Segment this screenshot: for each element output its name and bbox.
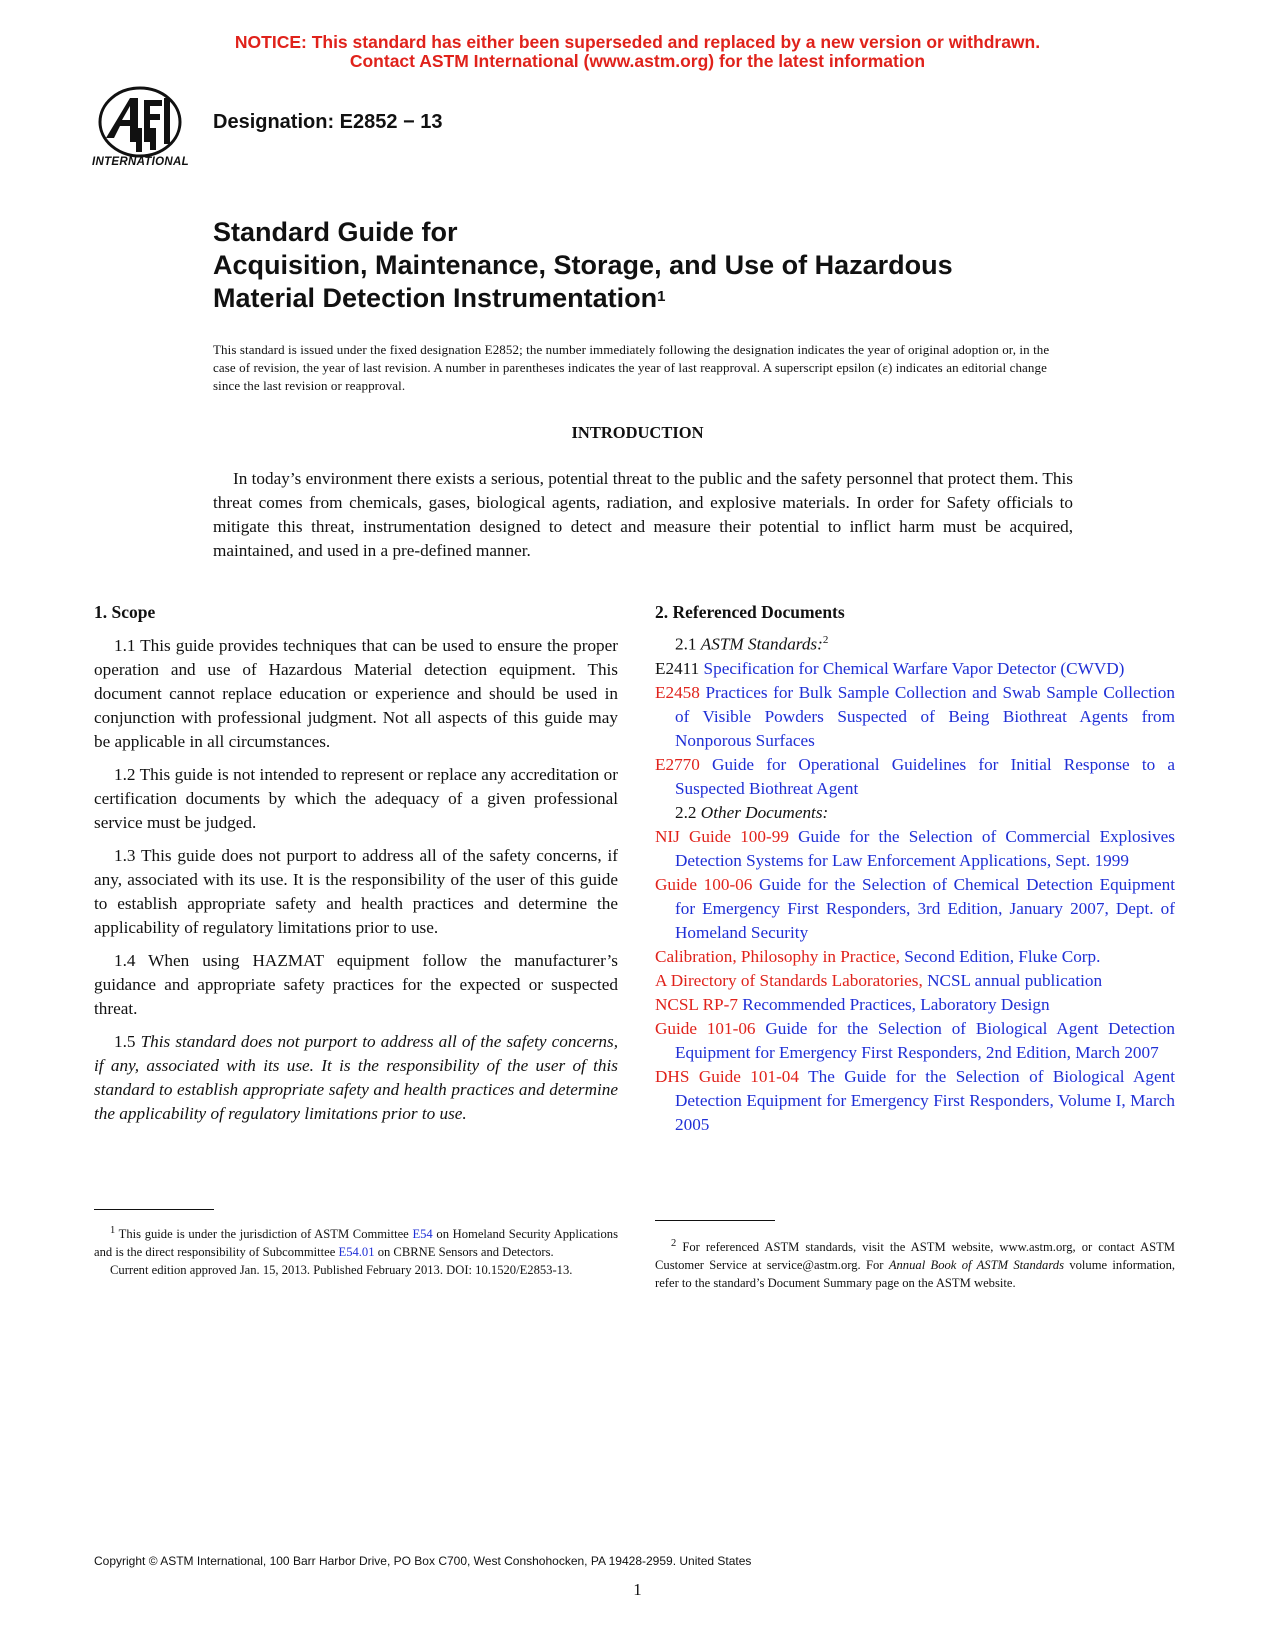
ref-calibration: [655, 945, 1175, 969]
introduction-text: In today’s environment there exists a serious, potential threat to the public and the safety personnel that protect them. This threat comes from chemicals, gases, biological agents, radiation, and explosive materials. In order for Safety officials to mitigate this threat, instrumentation designed to detect and measure their potential to inflict harm must be acquired, maintained, and used in a pre-defined manner.: [213, 469, 1073, 560]
scope-1-5-number: 1.5: [114, 1032, 136, 1051]
refdocs-heading: 2. Referenced Documents: [655, 602, 845, 622]
ref-nij: [655, 825, 1175, 873]
ref-e2770: [655, 753, 1175, 801]
ref-e2458-link[interactable]: Practices for Bulk Sample Collection and Swab Sample Collection of Visible Powders Suspected of Being Biothreat Agents from Nonporous Surfaces: [675, 682, 1175, 750]
ref-e2411-code[interactable]: E2411: [655, 658, 700, 678]
page-number: 1: [633, 1580, 642, 1599]
sub1-number: 2.1: [675, 634, 697, 654]
ref-guide-101-06-code[interactable]: Guide 101-06: [655, 1018, 756, 1038]
footnote-divider-right: [655, 1220, 775, 1221]
ref-nij-link[interactable]: Guide for the Selection of Commercial Explosives Detection Systems for Law Enforcement Applications, Sept. 1999: [675, 826, 1175, 870]
referenced-documents-section: [655, 600, 1175, 1137]
ref-guide-100-06-code[interactable]: Guide 100-06: [655, 874, 753, 894]
ref-ncsl: [655, 993, 1175, 1017]
ref-guide-101-06: [655, 1017, 1175, 1065]
ref-directory: [655, 969, 1175, 993]
footnote-1-committee-link[interactable]: E54: [412, 1227, 433, 1242]
ref-calibration-code[interactable]: Calibration, Philosophy in Practice,: [655, 946, 900, 966]
scope-heading: 1. Scope: [94, 602, 156, 622]
ref-dhs-code[interactable]: DHS Guide 101-04: [655, 1066, 799, 1086]
scope-section: [94, 600, 618, 1126]
scope-1-3: 1.3 This guide does not purport to address all of the safety concerns, if any, associated with its use. It is the responsibility of the user of this guide to establish appropriate safety and health practices and determine the applicability of regulatory limitations prior to use.: [94, 846, 618, 937]
footnote-divider-left: [94, 1209, 214, 1210]
ref-directory-code[interactable]: A Directory of Standards Laboratories,: [655, 970, 923, 990]
sub2-number: 2.2: [675, 802, 697, 822]
title-line-2: Acquisition, Maintenance, Storage, and Use of Hazardous: [213, 250, 953, 280]
footnote-1: [94, 1222, 618, 1279]
introduction-heading: INTRODUCTION: [571, 423, 704, 442]
scope-1-1: 1.1 This guide provides techniques that can be used to ensure the proper operation and use of Hazardous Material detection equipment. This document cannot replace education or experience and should be used in conjunction with professional judgment. Not all aspects of this guide may be applicable in all circumstances.: [94, 636, 618, 751]
astm-logo: [92, 80, 192, 172]
notice-line-1: NOTICE: This standard has either been superseded and replaced by a new version or withdrawn.: [234, 32, 1041, 52]
ref-e2458: [655, 681, 1175, 753]
ref-guide-100-06-link[interactable]: Guide for the Selection of Chemical Detection Equipment for Emergency First Responders, 3rd Edition, January 2007, Dept. of Homeland Security: [675, 874, 1175, 942]
title-footnote-ref[interactable]: 1: [657, 288, 666, 305]
footnote-2-text-a: For referenced ASTM standards, visit the ASTM website, www.astm.org, or contact ASTM Customer Service at service@astm.org. For: [655, 1240, 1175, 1273]
footnote-2-text-b: volume information, refer to the standard’s Document Summary page on the ASTM website.: [655, 1258, 1176, 1291]
sub2-label: Other Documents:: [700, 802, 829, 822]
footnote-2-number: 2: [671, 1238, 677, 1249]
designation: Designation: E2852 − 13: [213, 111, 443, 133]
footnote-1-text-b: on Homeland Security Applications and is the direct responsibility of Subcommittee: [94, 1227, 619, 1260]
footnote-1-number: 1: [110, 1225, 116, 1236]
boilerplate: This standard is issued under the fixed designation E2852; the number immediately following the designation indicates the year of original adoption or, in the case of revision, the year of last revision. A number in parentheses indicates the year of last reapproval. A superscript epsilon (ε) indicates an editorial change since the last revision or reapproval.: [213, 342, 1050, 393]
astm-standards-subhead: [655, 628, 1175, 657]
page-title: [213, 216, 1113, 315]
copyright: Copyright © ASTM International, 100 Barr Harbor Drive, PO Box C700, West Conshohocken, PA 19428-2959. United States: [94, 1554, 752, 1568]
ref-calibration-link[interactable]: Second Edition, Fluke Corp.: [904, 946, 1101, 966]
ref-e2458-code[interactable]: E2458: [655, 682, 700, 702]
notice-line-2: Contact ASTM International (www.astm.org) for the latest information: [349, 51, 926, 71]
ref-ncsl-link[interactable]: Recommended Practices, Laboratory Design: [742, 994, 1050, 1014]
footnote-1-subcommittee-link[interactable]: E54.01: [338, 1245, 375, 1260]
ref-dhs: [655, 1065, 1175, 1137]
ref-e2411-link[interactable]: Specification for Chemical Warfare Vapor Detector (CWVD): [703, 658, 1125, 678]
scope-1-5-text: This standard does not purport to address all of the safety concerns, if any, associated with its use. It is the responsibility of the user of this standard to establish appropriate safety and health practices and determine the applicability of regulatory limitations prior to use.: [94, 1032, 618, 1123]
ref-guide-101-06-link[interactable]: Guide for the Selection of Biological Agent Detection Equipment for Emergency First Responders, 2nd Edition, March 2007: [675, 1018, 1175, 1062]
ref-guide-100-06: [655, 873, 1175, 945]
title-line-3: Material Detection Instrumentation: [213, 283, 658, 313]
footnote-2-book-title: Annual Book of ASTM Standards: [888, 1258, 1064, 1273]
ref-e2770-code[interactable]: E2770: [655, 754, 700, 774]
ref-e2411: [655, 657, 1175, 681]
scope-1-4: 1.4 When using HAZMAT equipment follow the manufacturer’s guidance and appropriate safety practices for the expected or suspected threat.: [94, 951, 618, 1018]
footnote-1-edition: Current edition approved Jan. 15, 2013. Published February 2013. DOI: 10.1520/E2853-13.: [110, 1263, 573, 1278]
ref-ncsl-code[interactable]: NCSL RP-7: [655, 994, 738, 1014]
ref-nij-code[interactable]: NIJ Guide 100-99: [655, 826, 789, 846]
sub1-label: ASTM Standards:: [700, 634, 823, 654]
ref-dhs-link[interactable]: The Guide for the Selection of Biological Agent Detection Equipment for Emergency First Responders, Volume I, March 2005: [675, 1066, 1175, 1134]
sub1-footnote-ref[interactable]: 2: [822, 634, 829, 646]
scope-1-2: 1.2 This guide is not intended to represent or replace any accreditation or certification documents by which the adequacy of a given professional service must be judged.: [94, 765, 618, 832]
ref-e2770-link[interactable]: Guide for Operational Guidelines for Initial Response to a Suspected Biothreat Agent: [675, 754, 1175, 798]
scope-1-5: [94, 1030, 618, 1126]
other-documents-subhead: [655, 801, 1175, 825]
footnote-1-text-a: This guide is under the jurisdiction of ASTM Committee: [118, 1227, 409, 1242]
footnote-1-text-c: on CBRNE Sensors and Detectors.: [377, 1245, 554, 1260]
title-line-1: Standard Guide for: [213, 217, 458, 247]
footnote-2: [655, 1235, 1175, 1292]
logo-text: INTERNATIONAL: [92, 156, 189, 168]
ref-directory-link[interactable]: NCSL annual publication: [927, 970, 1103, 990]
